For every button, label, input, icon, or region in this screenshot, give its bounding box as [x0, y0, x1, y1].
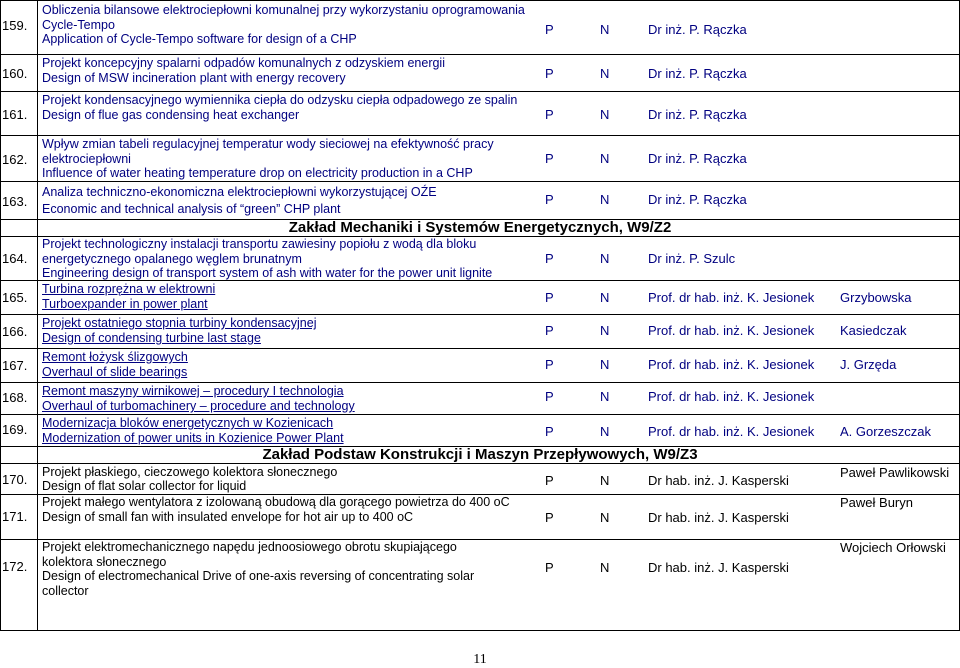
row-divider [0, 414, 960, 415]
topic-description [42, 93, 532, 122]
table-row [0, 316, 960, 348]
table-row [0, 465, 960, 493]
table-row [0, 384, 960, 414]
student-cell: Kasiedczak [840, 323, 907, 338]
topic-description [42, 384, 532, 414]
topic-title-pl: Projekt elektromechanicznego napędu jednoosiowego obrotu skupiającego kolektora słonecznego [42, 540, 457, 569]
supervisor-cell: Prof. dr hab. inż. K. Jesionek [648, 389, 815, 404]
topic-title-en: Influence of water heating temperature drop on electricity production in a CHP [42, 166, 473, 180]
type-cell: P [545, 107, 554, 122]
type-cell: P [545, 560, 554, 575]
supervisor-cell: Dr hab. inż. J. Kasperski [648, 510, 789, 525]
row-number: 165. [2, 290, 28, 305]
type-cell: P [545, 424, 554, 439]
type-cell: P [545, 323, 554, 338]
supervisor-cell: Dr hab. inż. J. Kasperski [648, 473, 789, 488]
topic-description [42, 416, 532, 446]
row-number: 164. [2, 251, 28, 266]
row-number: 167. [2, 358, 28, 373]
supervisor-cell: Prof. dr hab. inż. K. Jesionek [648, 323, 815, 338]
row-number: 170. [2, 472, 28, 487]
topic-description [42, 282, 532, 312]
row-number: 168. [2, 390, 28, 405]
row-number: 172. [2, 559, 28, 574]
topic-description [42, 540, 482, 598]
topic-title-en: Design of flue gas condensing heat exchanger [42, 107, 300, 122]
topic-title-en: Overhaul of turbomachinery – procedure and technology [42, 399, 355, 413]
topic-title-pl: Remont łożysk ślizgowych [42, 350, 188, 364]
topic-title-en: Design of condensing turbine last stage [42, 331, 261, 345]
topic-description [42, 3, 532, 47]
row-divider [0, 314, 960, 315]
supervisor-cell: Dr inż. P. Rączka [648, 66, 747, 81]
row-divider [0, 181, 960, 182]
topic-description [42, 137, 532, 181]
row-divider [0, 382, 960, 383]
topic-title-pl: Projekt kondensacyjnego wymiennika ciepła do odzysku ciepła odpadowego ze spalin [42, 93, 518, 107]
supervisor-cell: Dr inż. P. Szulc [648, 251, 736, 266]
table-row [0, 495, 960, 539]
type-cell: P [545, 357, 554, 372]
row-number: 166. [2, 324, 28, 339]
topic-title-en: Design of electromechanical Drive of one-axis reversing of concentrating solar collector [42, 569, 475, 598]
type-cell: P [545, 251, 554, 266]
supervisor-cell: Prof. dr hab. inż. K. Jesionek [648, 424, 815, 439]
topic-title-pl: Projekt płaskiego, cieczowego kolektora słonecznego [42, 465, 338, 479]
topic-title-pl: Projekt technologiczny instalacji transportu zawiesiny popiołu z wodą dla bloku energetycznego opalanego węglem brunatnym [42, 237, 477, 266]
topic-title-en: Application of Cycle-Tempo software for design of a CHP [42, 32, 357, 46]
form-cell: N [600, 290, 610, 305]
form-cell: N [600, 66, 610, 81]
type-cell: P [545, 290, 554, 305]
student-cell: Grzybowska [840, 290, 912, 305]
row-divider [0, 135, 960, 136]
form-cell: N [600, 389, 610, 404]
table-row [0, 56, 960, 90]
type-cell: P [545, 192, 554, 207]
type-cell: P [545, 389, 554, 404]
topic-description [42, 56, 532, 85]
table-row [0, 3, 960, 53]
row-number: 159. [2, 18, 28, 33]
department-heading-w9z2: Zakład Mechaniki i Systemów Energetycznych, W9/Z2 [288, 219, 672, 236]
topic-description [42, 350, 532, 380]
row-divider [0, 54, 960, 55]
topic-title-pl: Projekt koncepcyjny spalarni odpadów komunalnych z odzyskiem energii [42, 56, 445, 70]
topic-title-en: Design of small fan with insulated envelope for hot air up to 400 oC [42, 509, 414, 524]
table-row [0, 350, 960, 382]
supervisor-cell: Prof. dr hab. inż. K. Jesionek [648, 290, 815, 305]
table-row [0, 137, 960, 181]
table-row [0, 184, 960, 218]
topic-title-pl: Projekt ostatniego stopnia turbiny kondensacyjnej [42, 316, 317, 330]
table-row [0, 282, 960, 314]
table-row [0, 540, 960, 600]
type-cell: P [545, 22, 554, 37]
topic-title-en: Overhaul of slide bearings [42, 365, 188, 379]
row-number: 169. [2, 422, 28, 437]
topic-title-pl: Turbina rozprężna w elektrowni [42, 282, 216, 296]
row-number: 163. [2, 194, 28, 209]
form-cell: N [600, 192, 610, 207]
topic-description [42, 465, 532, 493]
topic-description [42, 237, 532, 281]
row-number: 160. [2, 66, 28, 81]
student-cell: A. Gorzeszczak [840, 424, 932, 439]
supervisor-cell: Dr inż. P. Rączka [648, 151, 747, 166]
topic-description [42, 495, 532, 524]
topic-title-pl: Projekt małego wentylatora z izolowaną obudową dla gorącego powietrza do 400 oC [42, 495, 510, 509]
row-number: 161. [2, 107, 28, 122]
topic-title-pl: Analiza techniczno-ekonomiczna elektrociepłowni wykorzystującej OŹE [42, 185, 437, 199]
topic-title-pl: Wpływ zmian tabeli regulacyjnej temperatur wody sieciowej na efektywność pracy elektrociepłowni [42, 137, 494, 166]
row-divider [0, 0, 960, 1]
form-cell: N [600, 251, 610, 266]
row-number: 162. [2, 152, 28, 167]
supervisor-cell: Dr inż. P. Rączka [648, 107, 747, 122]
topic-title-pl: Obliczenia bilansowe elektrociepłowni komunalnej przy wykorzystaniu oprogramowania Cycle-Tempo [42, 3, 525, 32]
row-divider [0, 280, 960, 281]
topic-title-en: Design of flat solar collector for liquid [42, 479, 247, 493]
topic-title-en: Engineering design of transport system of ash with water for the power unit lignite [42, 266, 493, 280]
topic-title-pl: Remont maszyny wirnikowej – procedury I technologia [42, 384, 344, 398]
topic-title-en: Turboexpander in power plant [42, 297, 208, 311]
topic-description [42, 316, 532, 346]
topic-title-pl: Modernizacja bloków energetycznych w Kozienicach [42, 416, 334, 430]
supervisor-cell: Dr inż. P. Rączka [648, 22, 747, 37]
row-number: 171. [2, 509, 28, 524]
table-row [0, 93, 960, 135]
form-cell: N [600, 22, 610, 37]
form-cell: N [600, 107, 610, 122]
row-divider [0, 348, 960, 349]
form-cell: N [600, 151, 610, 166]
table-row [0, 416, 960, 446]
department-heading-w9z3: Zakład Podstaw Konstrukcji i Maszyn Przepływowych, W9/Z3 [262, 446, 698, 463]
form-cell: N [600, 560, 610, 575]
type-cell: P [545, 66, 554, 81]
topic-title-en: Modernization of power units in Kozienice Power Plant [42, 431, 344, 445]
page-number: 11 [473, 652, 487, 667]
row-divider [0, 630, 960, 631]
table-row [0, 237, 960, 279]
form-cell: N [600, 473, 610, 488]
student-cell: J. Grzęda [840, 357, 897, 372]
student-cell: Paweł Buryn [840, 495, 913, 510]
supervisor-cell: Dr hab. inż. J. Kasperski [648, 560, 789, 575]
topic-title-en: Economic and technical analysis of “green” CHP plant [42, 202, 341, 216]
form-cell: N [600, 323, 610, 338]
topic-title-en: Design of MSW incineration plant with energy recovery [42, 70, 346, 85]
student-cell: Paweł Pawlikowski [840, 465, 950, 480]
type-cell: P [545, 510, 554, 525]
supervisor-cell: Prof. dr hab. inż. K. Jesionek [648, 357, 815, 372]
row-divider [0, 463, 960, 464]
type-cell: P [545, 473, 554, 488]
row-divider [0, 91, 960, 92]
form-cell: N [600, 424, 610, 439]
student-cell: Wojciech Orłowski [840, 540, 946, 555]
form-cell: N [600, 510, 610, 525]
type-cell: P [545, 151, 554, 166]
topic-description [42, 184, 532, 218]
supervisor-cell: Dr inż. P. Rączka [648, 192, 747, 207]
form-cell: N [600, 357, 610, 372]
